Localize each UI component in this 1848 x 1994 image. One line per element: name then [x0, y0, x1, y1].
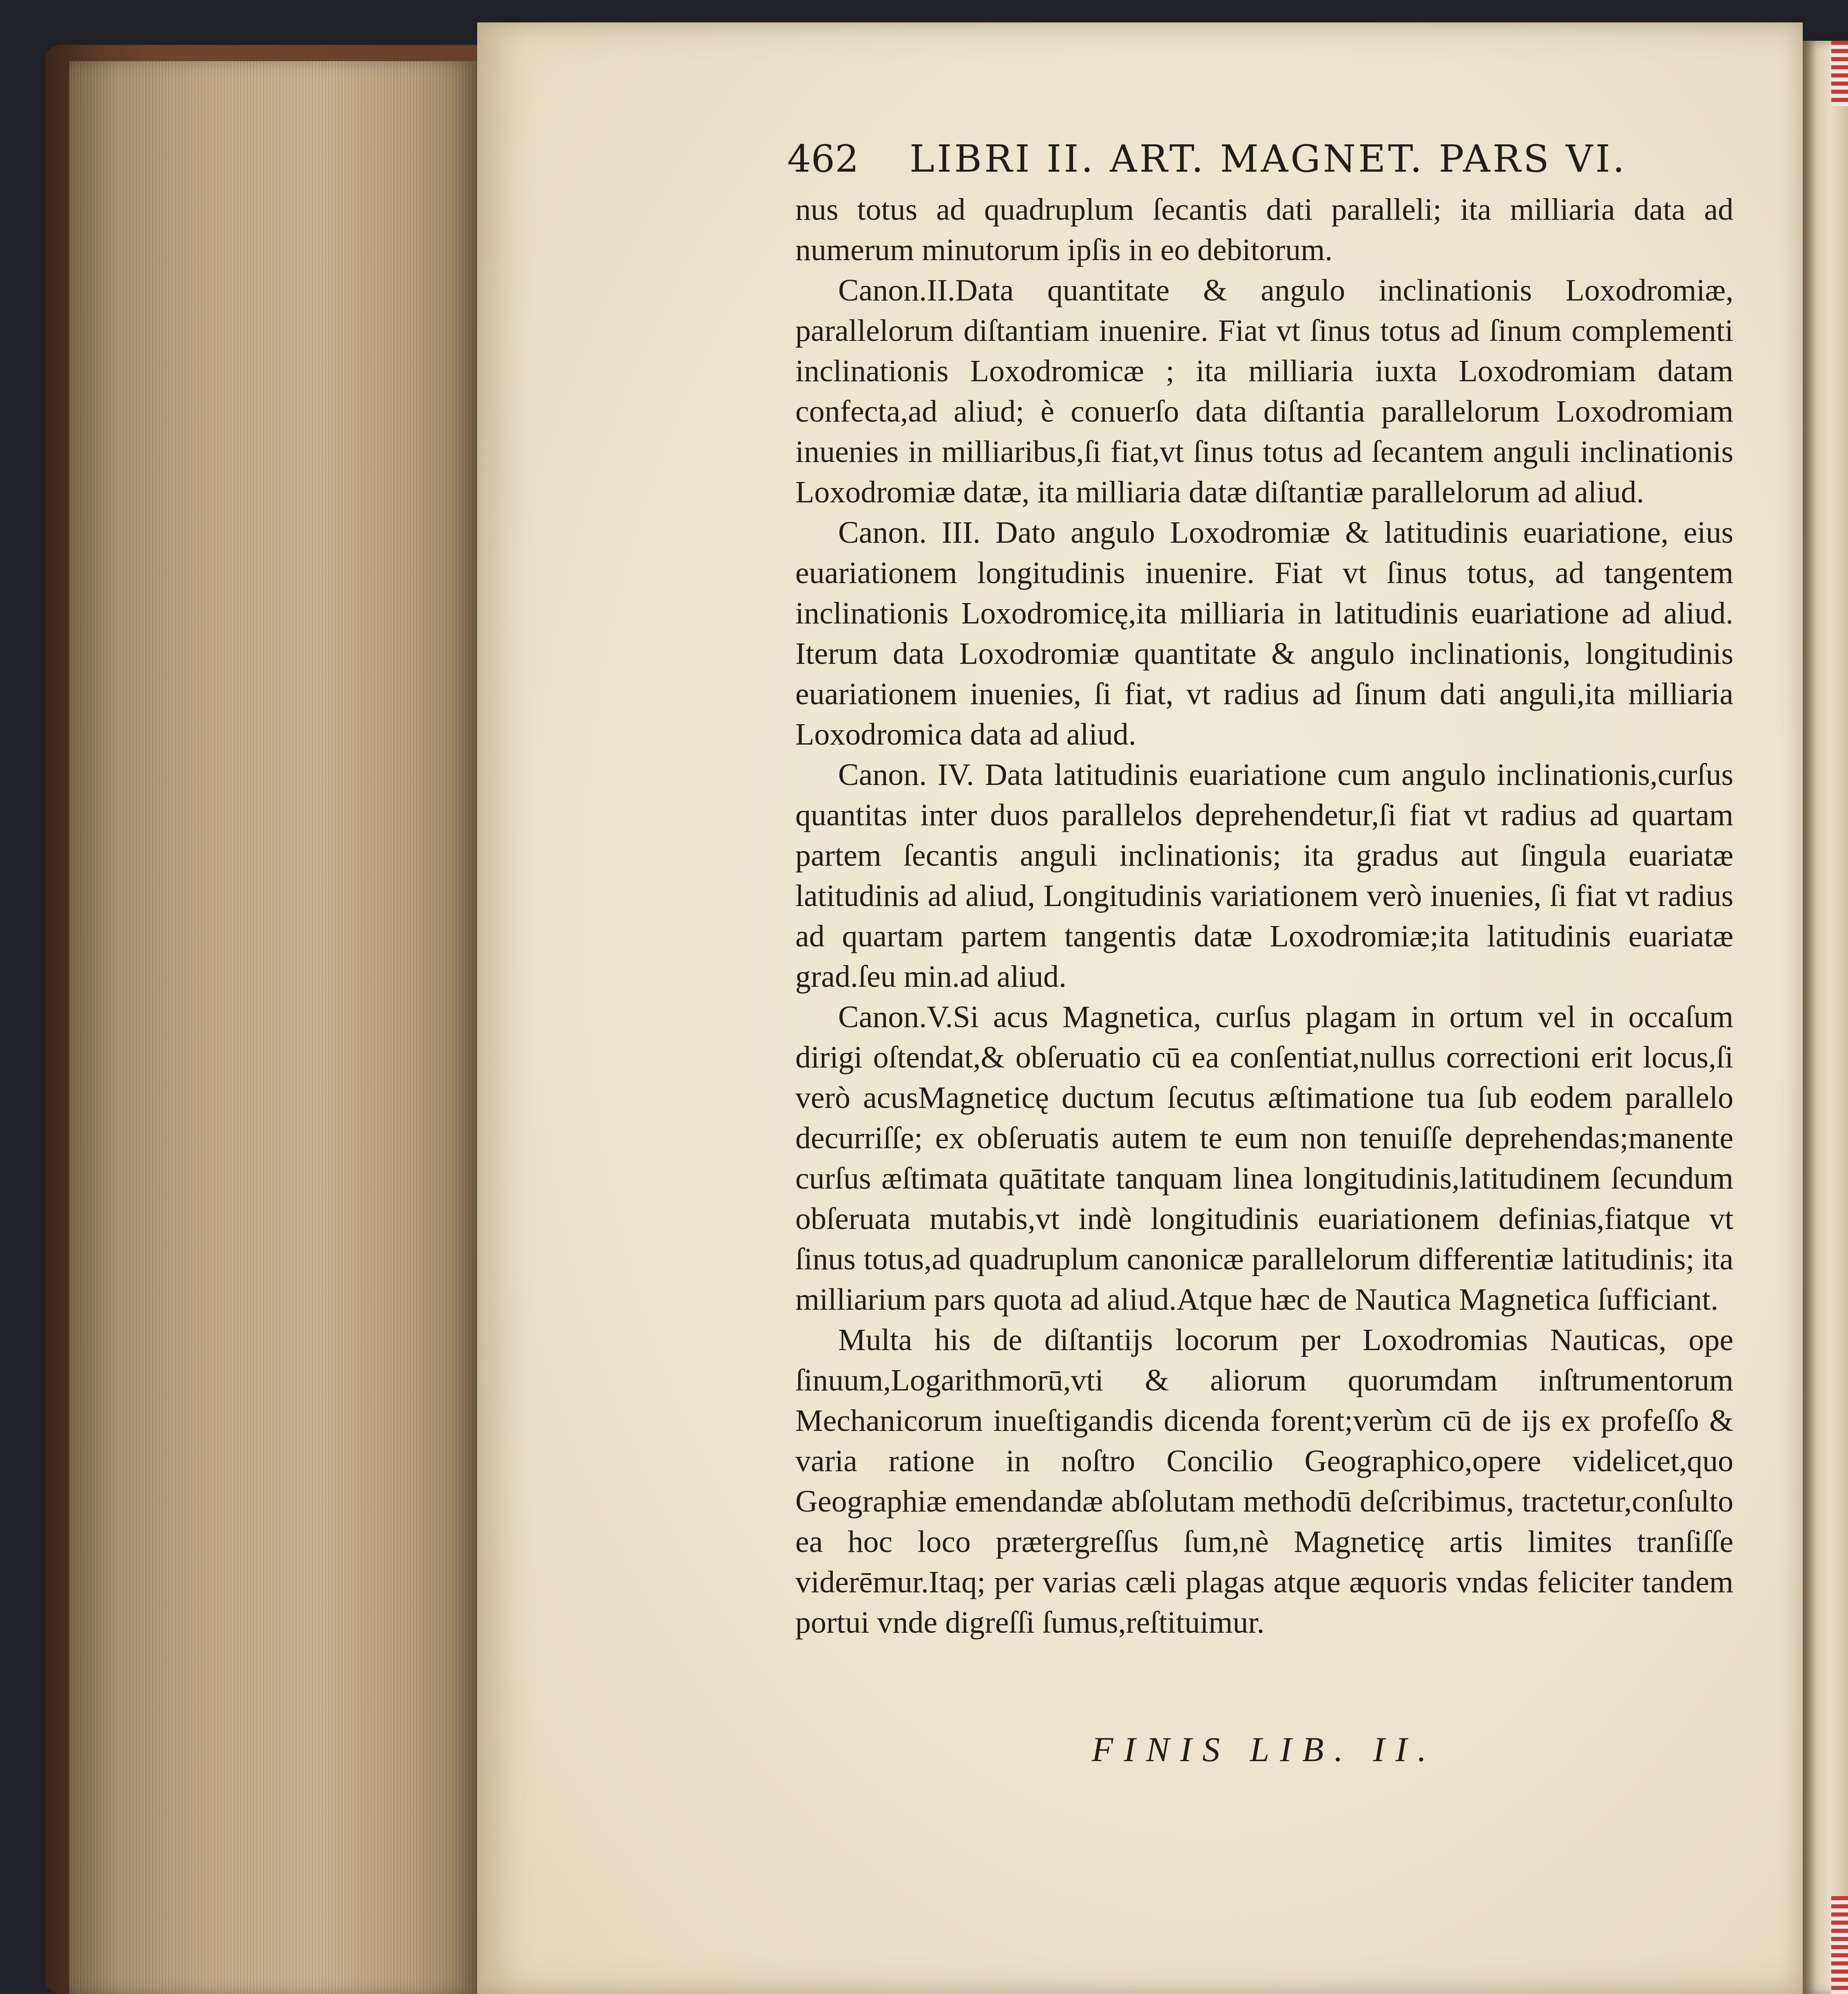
main-text-block — [795, 190, 1733, 1643]
page-number: 462 — [787, 137, 859, 181]
running-title: LIBRI II. ART. MAGNET. PARS VI. — [910, 137, 1627, 181]
finis-line: FINIS LIB. II. — [1091, 1730, 1437, 1769]
headband-bottom — [1831, 1896, 1848, 1994]
running-head — [787, 130, 1713, 188]
paragraph-canon-3: Canon. III. Dato angulo Loxodromiæ & latitudinis euariatione, eius euariationem longitudinis inuenire. Fiat vt ſinus totus, ad tangentem inclinationis Loxodromicę,ita milliaria in latitudinis euariatione ad aliud. Iterum data Loxodromiæ quantitate & angulo inclinationis, longitudinis euariationem inuenies, ſi fiat, vt radius ad ſinum dati anguli,ita milliaria Loxodromica data ad aliud. — [795, 515, 1733, 752]
paragraph-continuation: nus totus ad quadruplum ſecantis dati paralleli; ita milliaria data ad numerum minutorum ipſis in eo debitorum. — [795, 192, 1733, 267]
facing-page-edge — [1803, 41, 1848, 1994]
paragraph-canon-5: Canon.V.Si acus Magnetica, curſus plagam in ortum vel in occaſum dirigi oſtendat,& obſeruatio cū ea conſentiat,nullus correctioni erit locus,ſi verò acusMagneticę ductum ſecutus æſtimatione tua ſub eodem parallelo decurriſſe; ex obſeruatis autem te eum non tenuiſſe deprehendas;manente curſus æſtimata quātitate tanquam linea longitudinis,latitudinem ſecundum obſeruata mutabis,vt indè longitudinis euariationem definias,fiatque vt ſinus totus,ad quadruplum canonicæ parallelorum differentiæ latitudinis; ita milliarium pars quota ad aliud.Atque hæc de Nautica Magnetica ſufficiant. — [795, 1000, 1733, 1317]
paragraph-canon-2: Canon.II.Data quantitate & angulo inclinationis Loxodromiæ, parallelorum diſtantiam inuenire. Fiat vt ſinus totus ad ſinum complementi inclinationis Loxodromicæ ; ita milliaria iuxta Loxodromiam datam confecta,ad aliud; è conuerſo data diſtantia parallelorum Loxodromiam inuenies in milliaribus,ſi fiat,vt ſinus totus ad ſecantem anguli inclinationis Loxodromiæ datæ, ita milliaria datæ diſtantiæ parallelorum ad aliud. — [795, 273, 1733, 509]
paragraph-canon-4: Canon. IV. Data latitudinis euariatione cum angulo inclinationis,curſus quantitas inter duos parallelos deprehendetur,ſi fiat vt radius ad quartam partem ſecantis anguli inclinationis; ita gradus aut ſingula euariatæ latitudinis ad aliud, Longitudinis variationem verò inuenies, ſi fiat vt radius ad quartam partem tangentis datæ Loxodromiæ;ita latitudinis euariatæ grad.ſeu min.ad aliud. — [795, 758, 1733, 994]
paragraph-multa: Multa his de diſtantijs locorum per Loxodromias Nauticas, ope ſinuum,Logarithmorū,vti & aliorum quorumdam inſtrumentorum Mechanicorum inueſtigandis dicenda forent;verùm cū de ijs ex profeſſo & varia ratione in noſtro Concilio Geographico,opere videlicet,quo Geographiæ emendandæ abſolutam methodū deſcribimus, tractetur,conſulto ea hoc loco prætergreſſus ſum,nè Magneticę artis limites tranſiſſe viderēmur.Itaq; per varias cæli plagas atque æquoris vndas feliciter tandem portui vnde digreſſi ſumus,reſtituimur. — [795, 1323, 1733, 1640]
headband-top — [1831, 41, 1848, 106]
left-page-block-edges — [69, 61, 477, 1994]
